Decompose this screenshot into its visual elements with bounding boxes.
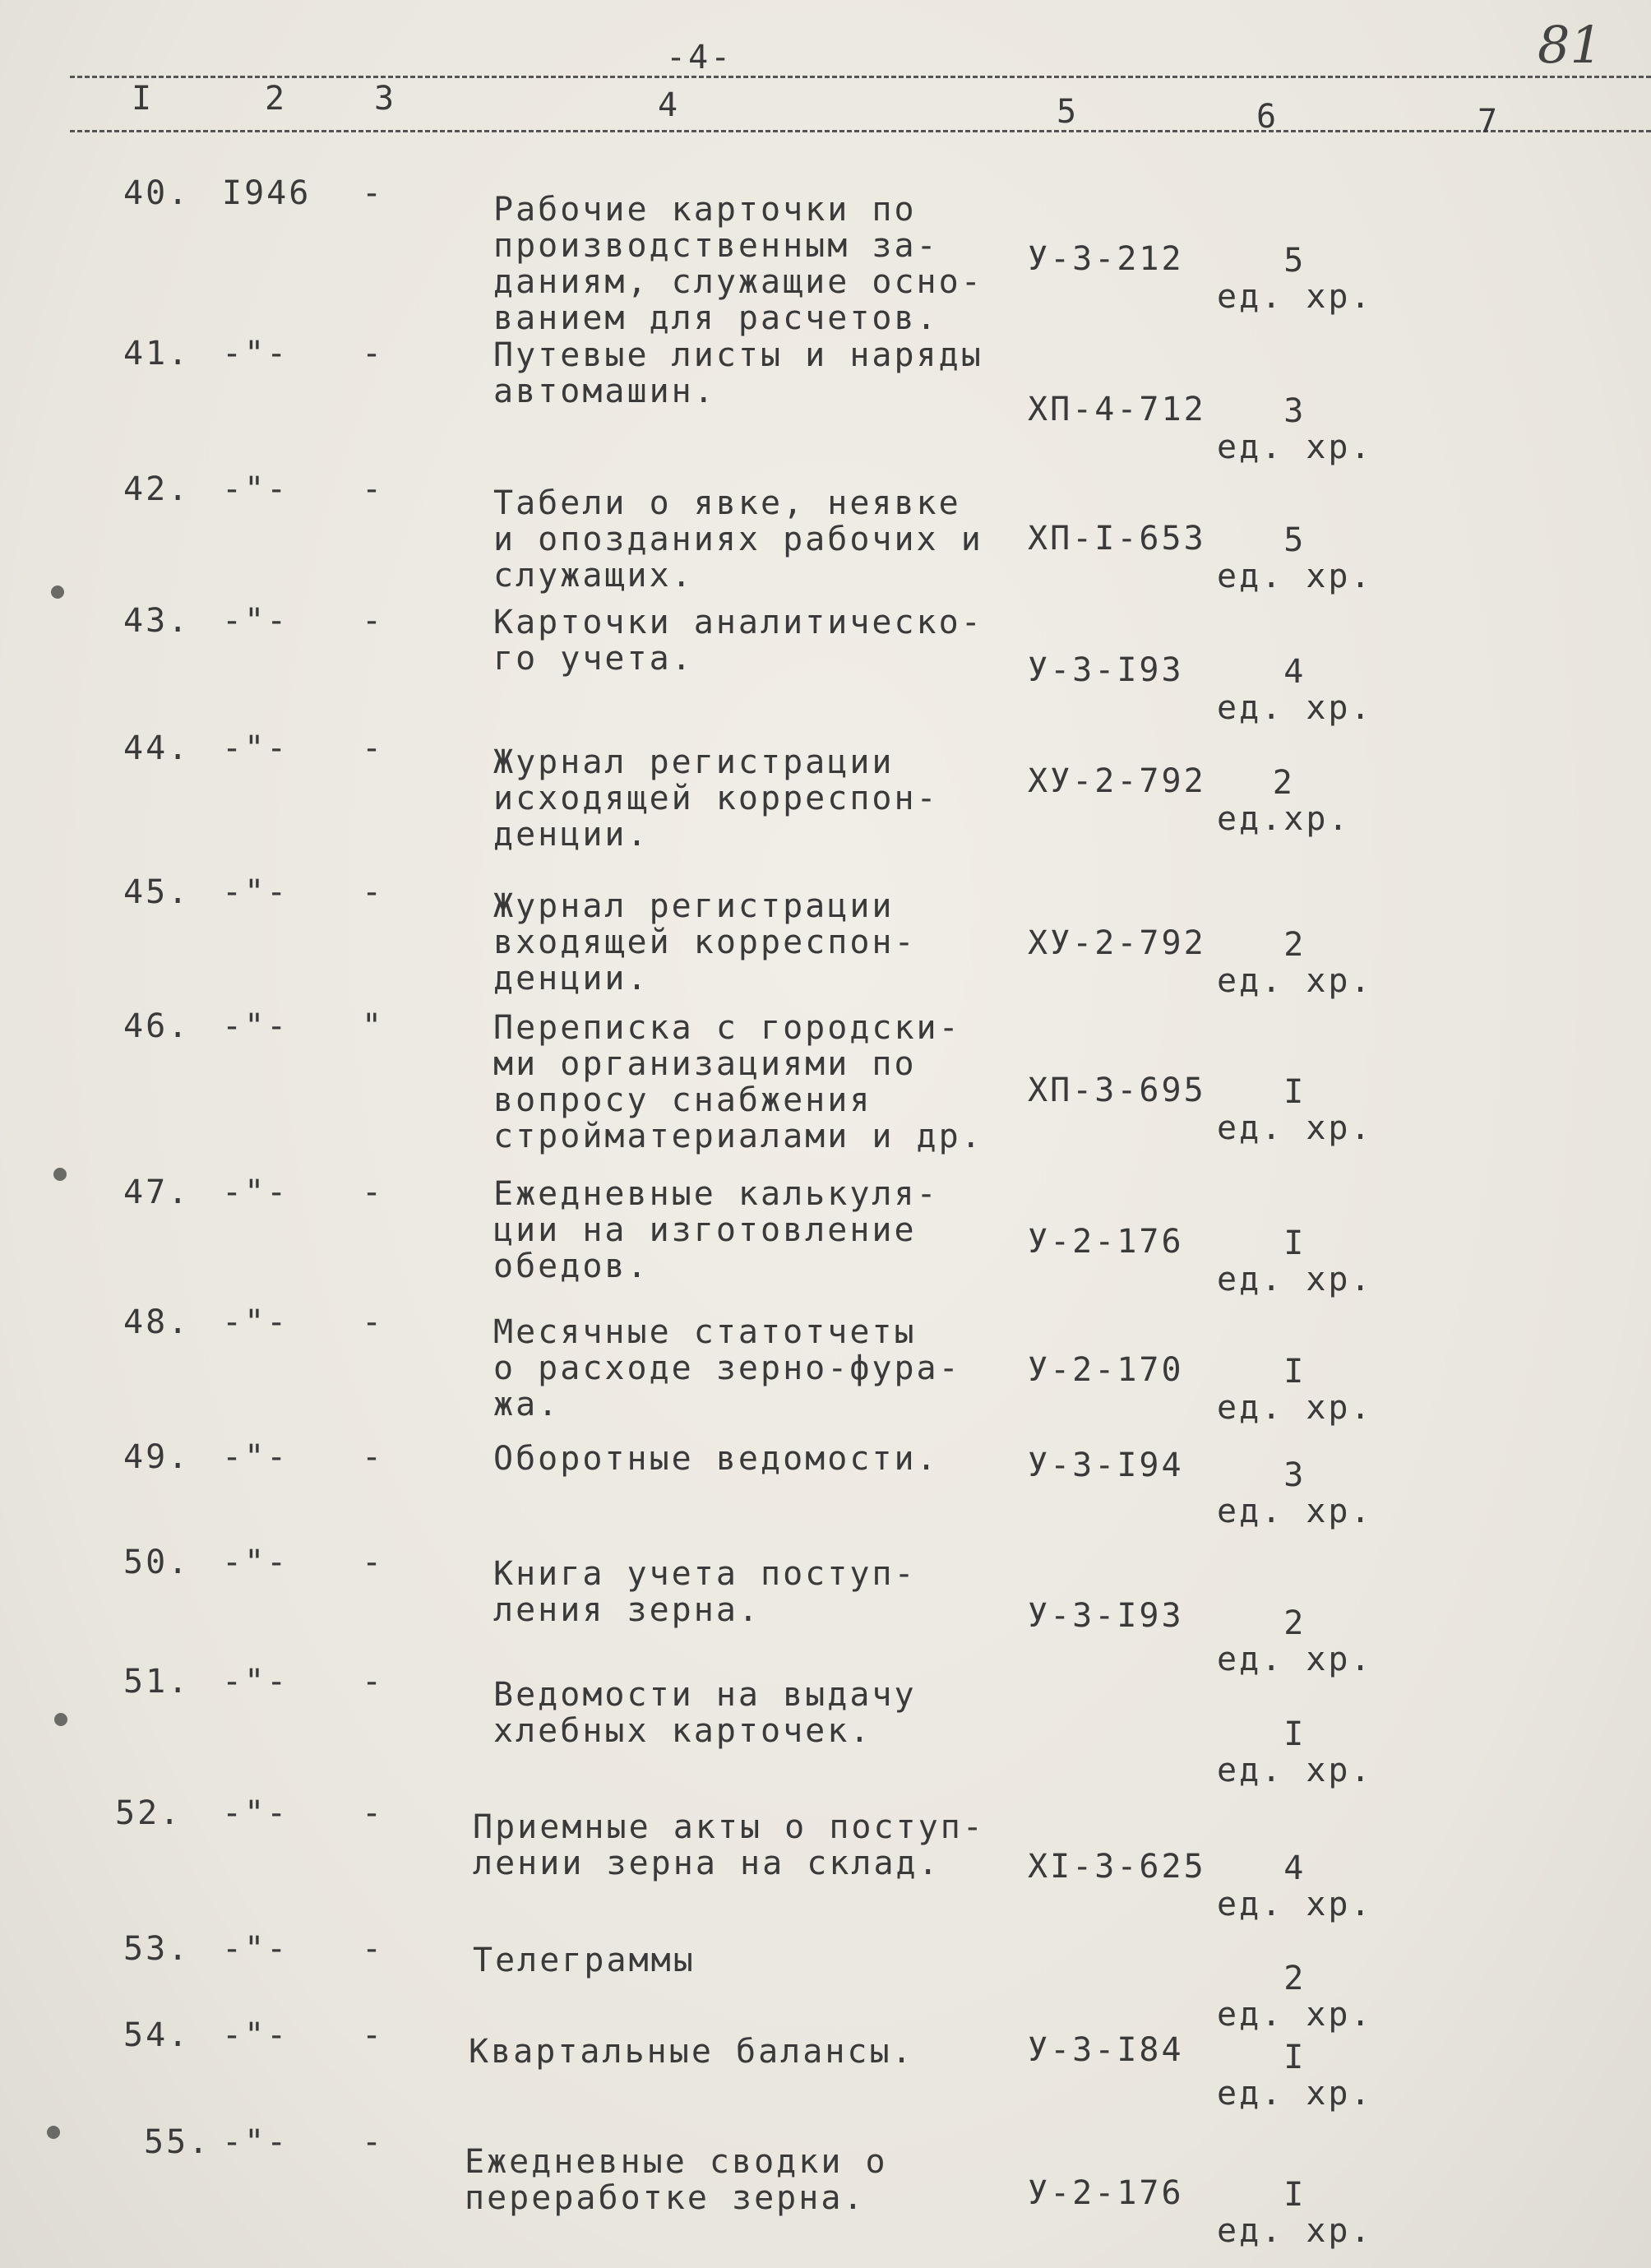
row-code: ХП-4-712 xyxy=(1028,391,1206,428)
row-description: Ежедневные калькуля- ции на изготовление обедов. xyxy=(493,1175,939,1285)
row-description: Журнал регистрации исходящей корреспон- денции. xyxy=(493,743,939,854)
row-year: -"- xyxy=(222,2123,289,2161)
row-quantity xyxy=(1217,1605,1373,1678)
header-bottom-rule xyxy=(70,130,1651,132)
row-code: У-2-176 xyxy=(1028,1223,1184,1261)
column-number: 2 xyxy=(265,80,288,118)
row-quantity-value: I xyxy=(1283,1353,1306,1391)
row-column-3: - xyxy=(362,335,385,373)
row-number: 55. xyxy=(144,2123,211,2161)
row-number: 48. xyxy=(123,1303,191,1341)
column-number: 3 xyxy=(374,80,397,118)
row-description: Ведомости на выдачу хлебных карточек. xyxy=(493,1676,917,1750)
row-column-3: - xyxy=(362,2123,385,2161)
row-year: -"- xyxy=(222,1303,289,1341)
row-code: У-2-170 xyxy=(1028,1351,1184,1389)
row-quantity xyxy=(1217,2039,1373,2112)
row-description: Приемные акты о поступ- лении зерна на склад. xyxy=(473,1808,985,1882)
row-number: 44. xyxy=(123,729,191,767)
row-description: Карточки аналитическо- го учета. xyxy=(493,604,983,678)
row-unit: ед. хр. xyxy=(1217,558,1373,595)
row-description: Журнал регистрации входящей корреспон- денции. xyxy=(493,887,917,997)
row-quantity xyxy=(1217,927,1373,999)
row-quantity xyxy=(1217,1716,1373,1789)
row-number: 52. xyxy=(115,1794,183,1832)
row-code: ХП-I-653 xyxy=(1028,520,1206,558)
row-column-3: - xyxy=(362,2016,385,2054)
row-quantity xyxy=(1217,765,1351,837)
row-unit: ед. хр. xyxy=(1217,689,1373,727)
row-number: 42. xyxy=(123,470,191,508)
row-description: Ежедневные сводки о переработке зерна. xyxy=(465,2143,888,2217)
row-year: -"- xyxy=(222,1930,289,1968)
row-code: У-3-I84 xyxy=(1028,2031,1184,2069)
row-number: 47. xyxy=(123,1173,191,1211)
row-quantity-value: I xyxy=(1283,1715,1306,1753)
row-description: Переписка с городски- ми организациями по вопросу снабжения стройматериалами и др. xyxy=(493,1009,983,1155)
row-number: 45. xyxy=(123,873,191,911)
row-column-3: - xyxy=(362,873,385,911)
row-quantity-value: I xyxy=(1283,1073,1306,1111)
row-quantity-value: 4 xyxy=(1283,1849,1306,1887)
row-quantity xyxy=(1217,1354,1373,1426)
row-code: У-3-212 xyxy=(1028,240,1184,278)
row-year: -"- xyxy=(222,1663,289,1701)
header-top-rule xyxy=(70,76,1651,78)
row-column-3: - xyxy=(362,1438,385,1476)
binder-hole xyxy=(47,2126,60,2139)
row-quantity xyxy=(1217,393,1373,465)
row-quantity xyxy=(1217,1225,1373,1298)
row-unit: ед. хр. xyxy=(1217,1641,1373,1678)
row-description: Месячные статотчеты о расходе зерно-фура- жа. xyxy=(493,1313,961,1423)
row-quantity-value: I xyxy=(1283,2039,1306,2076)
row-quantity xyxy=(1217,654,1373,726)
row-number: 41. xyxy=(123,335,191,373)
row-year: -"- xyxy=(222,729,289,767)
column-number: 5 xyxy=(1057,93,1080,131)
row-unit: ед. хр. xyxy=(1217,2212,1373,2250)
row-year: -"- xyxy=(222,1173,289,1211)
row-quantity-value: 3 xyxy=(1283,392,1306,430)
row-unit: ед. хр. xyxy=(1217,1261,1373,1298)
row-number: 51. xyxy=(123,1663,191,1701)
row-column-3: - xyxy=(362,1303,385,1341)
row-quantity-value: 2 xyxy=(1283,926,1306,964)
handwritten-sheet-number: 81 xyxy=(1538,15,1602,75)
row-quantity-value: 5 xyxy=(1283,242,1306,280)
row-code: XI-3-625 xyxy=(1028,1848,1206,1886)
row-code: У-2-176 xyxy=(1028,2174,1184,2212)
binder-hole xyxy=(51,586,64,599)
row-quantity-value: 4 xyxy=(1283,653,1306,691)
row-description: Табели о явке, неявке и опозданиях рабочих и служащих. xyxy=(493,484,983,595)
row-quantity-value: 2 xyxy=(1283,1604,1306,1642)
row-quantity xyxy=(1217,2177,1373,2249)
row-year: -"- xyxy=(222,1794,289,1832)
row-quantity-value: 3 xyxy=(1283,1456,1306,1494)
row-unit: ед. хр. xyxy=(1217,1493,1373,1530)
row-code: У-3-I93 xyxy=(1028,651,1184,689)
row-number: 46. xyxy=(123,1007,191,1045)
row-column-3: - xyxy=(362,1794,385,1832)
column-number: 7 xyxy=(1478,103,1501,141)
row-year: -"- xyxy=(222,335,289,373)
row-description: Оборотные ведомости. xyxy=(493,1440,939,1478)
row-number: 53. xyxy=(123,1930,191,1968)
row-unit: ед. хр. xyxy=(1217,962,1373,1000)
row-quantity xyxy=(1217,1960,1373,2033)
row-column-3: - xyxy=(362,1544,385,1581)
row-quantity xyxy=(1217,522,1373,595)
row-column-3: - xyxy=(362,1930,385,1968)
row-unit: ед. хр. xyxy=(1217,1389,1373,1427)
row-quantity xyxy=(1217,1074,1373,1146)
row-year: -"- xyxy=(222,1544,289,1581)
row-unit: ед. хр. xyxy=(1217,2075,1373,2113)
row-column-3: - xyxy=(362,602,385,640)
row-description: Путевые листы и наряды автомашин. xyxy=(493,336,983,410)
column-number: 6 xyxy=(1256,98,1279,136)
row-code: ХУ-2-792 xyxy=(1028,924,1206,962)
row-quantity xyxy=(1217,243,1373,315)
row-column-3: - xyxy=(362,729,385,767)
row-code: У-3-I93 xyxy=(1028,1597,1184,1635)
row-column-3: - xyxy=(362,1173,385,1211)
column-number: 4 xyxy=(658,86,681,124)
row-unit: ед. хр. xyxy=(1217,1109,1373,1147)
row-year: -"- xyxy=(222,2016,289,2054)
row-description: Книга учета поступ- ления зерна. xyxy=(493,1555,917,1629)
row-unit: ед. хр. xyxy=(1217,428,1373,466)
binder-hole xyxy=(53,1168,67,1181)
row-code: У-3-I94 xyxy=(1028,1446,1184,1484)
row-quantity xyxy=(1217,1850,1373,1923)
row-unit: ед. хр. xyxy=(1217,278,1373,316)
row-year: -"- xyxy=(222,1438,289,1476)
row-unit: ед. хр. xyxy=(1217,1752,1373,1789)
row-column-3: " xyxy=(362,1007,385,1045)
row-quantity-value: 2 xyxy=(1272,764,1295,802)
row-column-3: - xyxy=(362,174,385,212)
row-quantity-value: I xyxy=(1283,1224,1306,1262)
row-description: Телеграммы xyxy=(473,1942,696,1979)
row-description: Квартальные балансы. xyxy=(469,2033,914,2071)
row-number: 40. xyxy=(123,174,191,212)
row-column-3: - xyxy=(362,470,385,508)
sheet-number: -4- xyxy=(666,39,733,76)
row-year: -"- xyxy=(222,1007,289,1045)
row-year: -"- xyxy=(222,873,289,911)
row-code: ХУ-2-792 xyxy=(1028,762,1206,800)
row-description: Рабочие карточки по производственным за- даниям, служащие осно- ванием для расчетов. xyxy=(493,191,983,337)
row-code: ХП-3-695 xyxy=(1028,1072,1206,1109)
binder-hole xyxy=(54,1713,67,1726)
row-quantity-value: I xyxy=(1283,2176,1306,2214)
row-number: 50. xyxy=(123,1544,191,1581)
row-number: 49. xyxy=(123,1438,191,1476)
row-year: I946 xyxy=(222,174,312,212)
row-unit: ед.хр. xyxy=(1217,800,1351,838)
row-year: -"- xyxy=(222,602,289,640)
row-column-3: - xyxy=(362,1663,385,1701)
row-quantity-value: 5 xyxy=(1283,521,1306,559)
row-quantity xyxy=(1217,1457,1373,1530)
row-quantity-value: 2 xyxy=(1283,1960,1306,1997)
row-number: 54. xyxy=(123,2016,191,2054)
row-number: 43. xyxy=(123,602,191,640)
column-number: I xyxy=(132,80,155,118)
row-year: -"- xyxy=(222,470,289,508)
row-unit: ед. хр. xyxy=(1217,1886,1373,1923)
row-unit: ед. хр. xyxy=(1217,1996,1373,2034)
